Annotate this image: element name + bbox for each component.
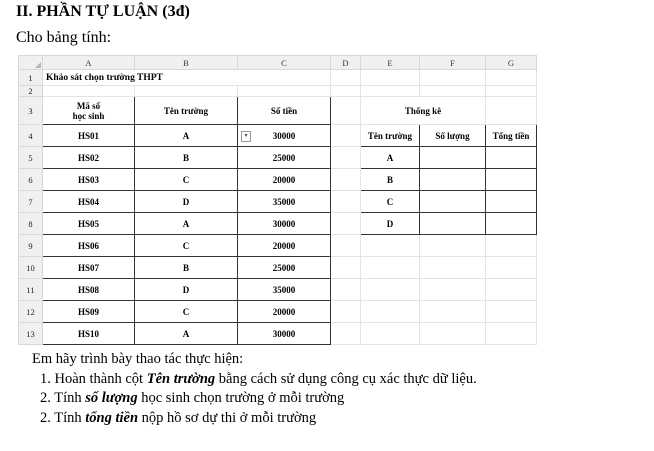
stats-header-ten-truong[interactable]: Tên trường	[361, 125, 420, 147]
item2-post: học sinh chọn trường ở mỗi trường	[137, 390, 345, 406]
header-ma-so-cell[interactable]	[43, 97, 135, 125]
stats-tong-tien-cell[interactable]	[486, 191, 537, 213]
cell[interactable]	[361, 257, 420, 279]
cell-so-tien[interactable]: 25000	[238, 257, 331, 279]
cell[interactable]	[331, 169, 361, 191]
cell-ten-truong[interactable]: C	[135, 301, 238, 323]
row-number[interactable]: 8	[19, 213, 43, 235]
cell-ma-so[interactable]: HS03	[43, 169, 135, 191]
cell[interactable]	[331, 147, 361, 169]
row-number[interactable]: 9	[19, 235, 43, 257]
row-number[interactable]: 3	[19, 97, 43, 125]
intro-text: Cho bảng tính:	[16, 29, 112, 46]
cell[interactable]	[331, 213, 361, 235]
cell-ma-so[interactable]: HS02	[43, 147, 135, 169]
cell[interactable]	[331, 235, 361, 257]
column-header-d[interactable]: D	[331, 56, 361, 70]
cell-so-tien[interactable]	[238, 125, 331, 147]
cell[interactable]	[331, 86, 361, 97]
row-number[interactable]: 6	[19, 169, 43, 191]
cell-so-tien[interactable]: 25000	[238, 147, 331, 169]
dropdown-arrow-icon[interactable]: ▾	[241, 131, 251, 142]
cell-ten-truong[interactable]: B	[135, 257, 238, 279]
row-number[interactable]: 1	[19, 70, 43, 86]
sheet-row-1	[19, 70, 537, 86]
row-number[interactable]: 2	[19, 86, 43, 97]
cell[interactable]	[420, 257, 486, 279]
cell[interactable]	[361, 70, 420, 86]
cell[interactable]	[331, 279, 361, 301]
cell-ma-so[interactable]: HS09	[43, 301, 135, 323]
sheet-title-cell[interactable]: Khảo sát chọn trường THPT	[43, 70, 331, 86]
row-number[interactable]: 4	[19, 125, 43, 147]
row-number[interactable]: 7	[19, 191, 43, 213]
cell-so-tien[interactable]: 35000	[238, 279, 331, 301]
cell[interactable]	[486, 235, 537, 257]
sheet-row-13	[19, 323, 537, 345]
column-header-c[interactable]: C	[238, 56, 331, 70]
cell[interactable]	[486, 97, 537, 125]
instruction-item-3	[40, 409, 477, 429]
sheet-row-11	[19, 279, 537, 301]
cell-so-tien[interactable]: 20000	[238, 301, 331, 323]
row-number[interactable]: 12	[19, 301, 43, 323]
cell-ten-truong[interactable]: A	[135, 323, 238, 345]
cell-so-tien[interactable]: 30000	[238, 323, 331, 345]
stats-school[interactable]: A	[361, 147, 420, 169]
cell[interactable]	[361, 323, 420, 345]
sheet-row-12	[19, 301, 537, 323]
cell-so-tien[interactable]: 20000	[238, 169, 331, 191]
cell[interactable]	[361, 235, 420, 257]
cell[interactable]	[420, 235, 486, 257]
cell-ten-truong[interactable]: C	[135, 169, 238, 191]
stats-school[interactable]: D	[361, 213, 420, 235]
item2-pre: 2. Tính	[40, 390, 86, 406]
row-number[interactable]: 5	[19, 147, 43, 169]
cell-ten-truong[interactable]: C	[135, 235, 238, 257]
stats-tong-tien-cell[interactable]	[486, 213, 537, 235]
cell[interactable]	[420, 279, 486, 301]
cell-ma-so[interactable]: HS08	[43, 279, 135, 301]
spreadsheet-grid	[18, 55, 537, 345]
cell-so-tien[interactable]: 30000	[238, 213, 331, 235]
stats-so-luong-cell[interactable]	[420, 147, 486, 169]
stats-tong-tien-cell[interactable]	[486, 169, 537, 191]
cell-so-tien[interactable]: 20000	[238, 235, 331, 257]
cell[interactable]	[486, 323, 537, 345]
cell[interactable]	[331, 257, 361, 279]
cell[interactable]	[486, 70, 537, 86]
cell[interactable]	[238, 86, 331, 97]
item1-post: bằng cách sử dụng công cụ xác thực dữ liệu.	[215, 370, 477, 387]
header-ma-so-line2: học sinh	[72, 110, 105, 121]
row-number[interactable]: 11	[19, 279, 43, 301]
stats-school[interactable]: B	[361, 169, 420, 191]
sheet-row-3	[19, 97, 537, 125]
cell-ma-so[interactable]: HS07	[43, 257, 135, 279]
column-header-f[interactable]: F	[420, 56, 486, 70]
cell-ma-so[interactable]: HS10	[43, 323, 135, 345]
cell[interactable]	[486, 301, 537, 323]
cell[interactable]	[420, 301, 486, 323]
cell-so-tien[interactable]: 35000	[238, 191, 331, 213]
stats-school[interactable]: C	[361, 191, 420, 213]
cell[interactable]	[361, 86, 420, 97]
cell[interactable]	[135, 86, 238, 97]
sheet-row-9	[19, 235, 537, 257]
column-header-a[interactable]: A	[43, 56, 135, 70]
cell-ten-truong[interactable]: A	[135, 125, 238, 147]
header-ma-so-line1: Mã số	[76, 100, 101, 111]
row-number[interactable]: 13	[19, 323, 43, 345]
sheet-row-7	[19, 191, 537, 213]
cell[interactable]	[486, 86, 537, 97]
header-ten-truong-cell[interactable]: Tên trường	[135, 97, 238, 125]
cell[interactable]	[331, 97, 361, 125]
cell-ten-truong[interactable]: D	[135, 191, 238, 213]
cell-ma-so[interactable]: HS01	[43, 125, 135, 147]
section-heading: II. PHẦN TỰ LUẬN (3đ)	[16, 3, 190, 20]
column-header-row	[19, 56, 537, 70]
cell[interactable]	[331, 125, 361, 147]
cell-ma-so[interactable]: HS04	[43, 191, 135, 213]
instruction-item-1	[40, 370, 477, 390]
cell-ten-truong[interactable]: D	[135, 279, 238, 301]
sheet-row-8	[19, 213, 537, 235]
cell[interactable]	[361, 301, 420, 323]
sheet-row-6	[19, 169, 537, 191]
item3-pre: 2. Tính	[40, 409, 86, 426]
cell[interactable]	[331, 70, 361, 86]
header-so-tien-cell[interactable]: Số tiền	[238, 97, 331, 125]
cell-ten-truong[interactable]: A	[135, 213, 238, 235]
column-header-g[interactable]: G	[486, 56, 537, 70]
instruction-item-2	[40, 389, 477, 409]
cell-ma-so[interactable]: HS05	[43, 213, 135, 235]
select-all-corner[interactable]	[19, 56, 43, 70]
cell-ten-truong[interactable]: B	[135, 147, 238, 169]
stats-tong-tien-cell[interactable]	[486, 147, 537, 169]
cell-so-tien-value: 30000	[272, 130, 296, 141]
column-header-b[interactable]: B	[135, 56, 238, 70]
stats-header-tong-tien[interactable]: Tổng tiền	[486, 125, 537, 147]
item1-emphasis: Tên trường	[146, 370, 216, 387]
cell[interactable]	[420, 70, 486, 86]
item3-emphasis: tổng tiền	[85, 409, 139, 426]
instructions	[32, 350, 477, 428]
cell-ma-so[interactable]: HS06	[43, 235, 135, 257]
cell[interactable]	[43, 86, 135, 97]
spreadsheet	[18, 55, 536, 353]
cell[interactable]	[361, 279, 420, 301]
row-number[interactable]: 10	[19, 257, 43, 279]
stats-header-so-luong[interactable]: Số lượng	[420, 125, 486, 147]
stats-so-luong-cell[interactable]	[420, 191, 486, 213]
cell[interactable]	[331, 301, 361, 323]
cell[interactable]	[420, 323, 486, 345]
item3-post: nộp hồ sơ dự thi ở mỗi trường	[138, 409, 317, 426]
stats-so-luong-cell[interactable]	[420, 213, 486, 235]
stats-so-luong-cell[interactable]	[420, 169, 486, 191]
cell[interactable]	[420, 86, 486, 97]
stats-title-cell[interactable]: Thống kê	[361, 97, 486, 125]
cell[interactable]	[486, 257, 537, 279]
sheet-row-10	[19, 257, 537, 279]
cell[interactable]	[331, 191, 361, 213]
cell[interactable]	[331, 323, 361, 345]
item2-emphasis: số lượng	[85, 390, 138, 406]
sheet-row-2	[19, 86, 537, 97]
sheet-row-5	[19, 147, 537, 169]
item1-pre: 1. Hoàn thành cột	[40, 370, 147, 387]
column-header-e[interactable]: E	[361, 56, 420, 70]
sheet-row-4	[19, 125, 537, 147]
instructions-lead: Em hãy trình bày thao tác thực hiện:	[32, 351, 244, 367]
cell[interactable]	[486, 279, 537, 301]
